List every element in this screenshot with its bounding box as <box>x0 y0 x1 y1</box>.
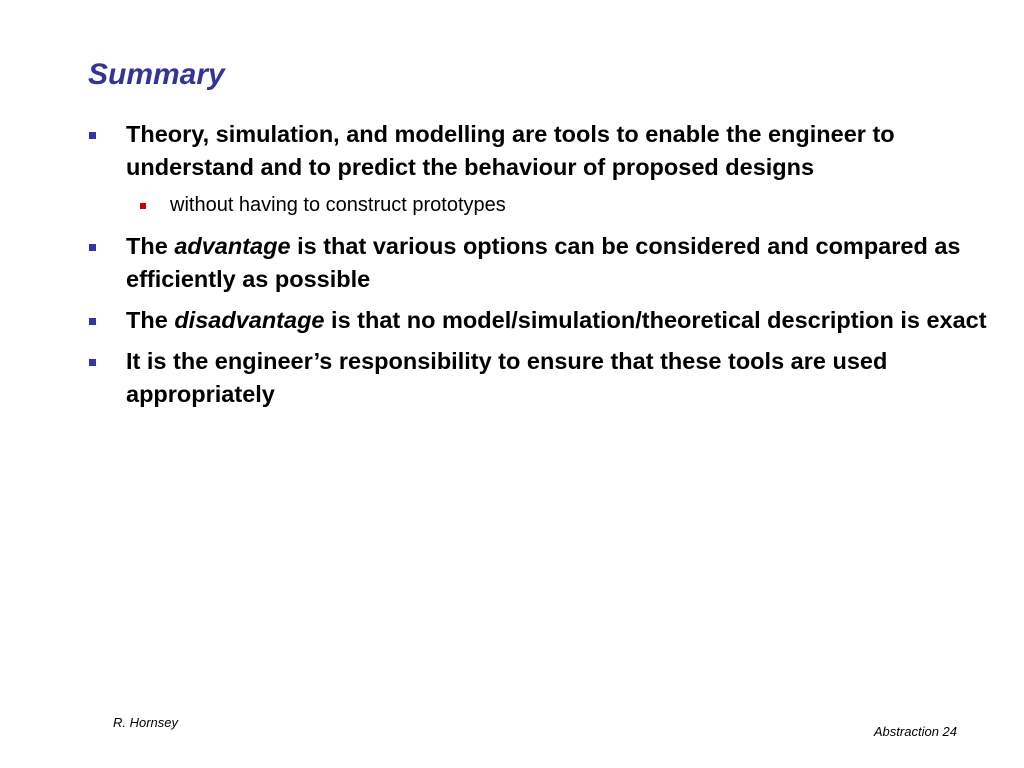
bullet-item <box>88 230 988 296</box>
square-bullet-icon <box>89 244 96 251</box>
bullet-text: Theory, simulation, and modelling are tools to enable the engineer to understand and to predict the behaviour of proposed designs <box>126 121 895 180</box>
bullet-emphasis: disadvantage <box>174 307 325 333</box>
bullet-suffix: is that various options can be considered and compared as efficiently as possible <box>126 233 961 292</box>
bullet-emphasis: advantage <box>174 233 291 259</box>
bullet-prefix: The <box>126 307 175 333</box>
footer-page-label: Abstraction 24 <box>873 724 957 739</box>
bullet-item <box>88 118 988 184</box>
bullet-item <box>88 345 988 411</box>
sub-bullet-item <box>88 190 988 220</box>
bullet-text: It is the engineer’s responsibility to ensure that these tools are used appropriately <box>126 348 888 407</box>
slide-title: Summary <box>88 58 225 91</box>
bullet-item <box>88 304 988 337</box>
footer-author: R. Hornsey <box>113 715 179 730</box>
square-bullet-icon <box>89 318 96 325</box>
sub-bullet-text: without having to construct prototypes <box>170 194 506 216</box>
square-bullet-icon <box>89 359 96 366</box>
square-bullet-icon <box>89 132 96 139</box>
bullet-list <box>88 118 988 419</box>
square-bullet-icon <box>140 203 146 209</box>
bullet-prefix: The <box>126 233 175 259</box>
bullet-suffix: is that no model/simulation/theoretical description is exact <box>324 307 987 333</box>
